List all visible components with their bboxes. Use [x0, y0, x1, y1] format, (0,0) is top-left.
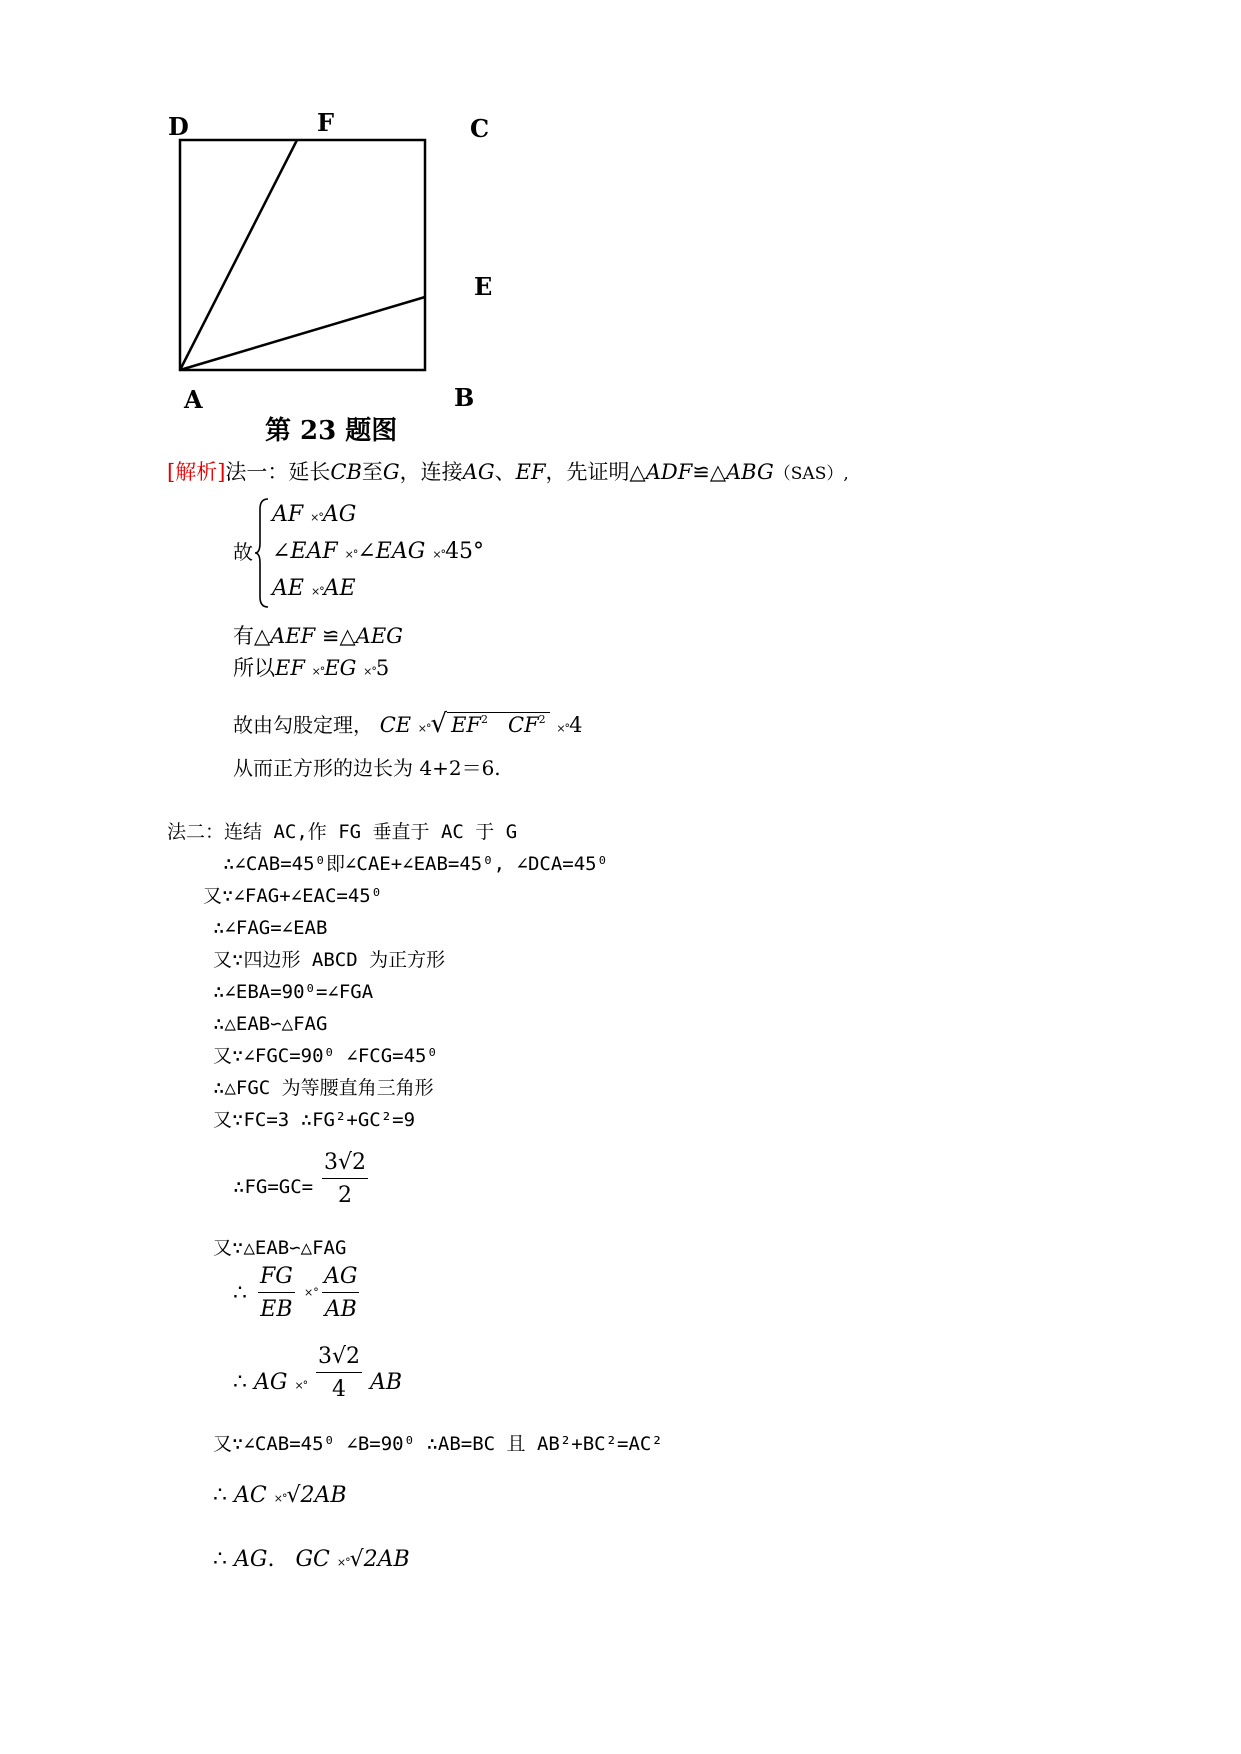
eq-glyph: ×°	[344, 548, 358, 561]
eq-glyph: ×°	[310, 511, 323, 524]
ac-left: AC	[234, 1483, 267, 1508]
intro-text-d: 、	[494, 460, 516, 484]
fraction2-denominator: 4	[332, 1377, 346, 1402]
sys2-mid: ∠EAG	[357, 539, 426, 564]
exponent-1: 2	[480, 713, 488, 726]
tri-aef: AEF	[270, 624, 316, 648]
side-length-line: 从而正方形的边长为 4+2＝6.	[233, 756, 501, 780]
figure-caption: 第 23 题图	[265, 416, 398, 446]
left-brace	[254, 497, 270, 609]
therefore-sign: ∴	[233, 1370, 247, 1395]
ce-value: 4	[569, 713, 583, 737]
m2-line-3: 又∵∠FAG+∠EAC=45⁰	[203, 885, 383, 907]
gu-label: 故	[233, 540, 253, 564]
fraction2-numerator: 3√2	[316, 1344, 362, 1373]
m2-line-2: ∴∠CAB=45⁰即∠CAE+∠EAB=45⁰, ∠DCA=45⁰	[223, 853, 609, 875]
analysis-tag: [解析]	[167, 460, 226, 484]
fraction1-numerator: 3√2	[322, 1150, 368, 1179]
m2-line-11: ∴FG=GC=	[233, 1176, 314, 1198]
eq-glyph: ×°	[311, 665, 325, 678]
seg-ce: CE	[379, 713, 412, 737]
pythagoras-text: 故由勾股定理，	[233, 713, 373, 737]
fraction-3root2-4	[316, 1344, 362, 1403]
congruent-sign: ≌△	[692, 460, 727, 484]
m2-line-5: 又∵四边形 ABCD 为正方形	[213, 949, 446, 971]
ef-value: 5	[375, 656, 390, 680]
eq-glyph: ×°	[294, 1379, 308, 1392]
system-row-2	[272, 538, 484, 569]
point-g: G	[382, 460, 400, 484]
vertex-label-f: F	[317, 108, 335, 137]
seg-cb: CB	[330, 460, 362, 484]
segment-af	[180, 140, 297, 370]
segment-ae	[180, 297, 425, 370]
ratio-numerator-fg: FG	[258, 1264, 295, 1293]
tri-abg: ABG	[726, 460, 774, 484]
eq-glyph: ×°	[336, 1556, 350, 1569]
pythagoras-line	[233, 706, 582, 743]
exponent-2: 2	[538, 713, 546, 726]
seg-ag: AG	[462, 460, 495, 484]
ratio-fg-eb	[258, 1264, 295, 1323]
sys2-left: ∠EAF	[272, 539, 338, 564]
sqrt-sign: √	[430, 709, 448, 739]
ag-gc-expression	[213, 1546, 410, 1577]
intro-text-a: 法一：延长	[225, 460, 331, 484]
intro-text-e: ，先证明△	[545, 460, 646, 484]
last-gc: GC	[295, 1547, 330, 1572]
vertex-label-b: B	[454, 383, 475, 412]
ratio-denominator-eb: EB	[260, 1297, 293, 1322]
seg-eg: EG	[324, 656, 357, 680]
eq-glyph: ×°	[556, 722, 570, 735]
eq-glyph: ×°	[363, 665, 376, 678]
m2-line-7: ∴△EAB∽△FAG	[213, 1013, 328, 1035]
m2-line-6: ∴∠EBA=90⁰=∠FGA	[213, 981, 374, 1003]
have-text: 有△	[233, 624, 271, 648]
so-text: 所以	[233, 656, 275, 680]
dot-mark: .	[267, 1547, 275, 1572]
sys2-right: 45°	[445, 539, 485, 564]
therefore-sign-2: ∴	[213, 1483, 227, 1508]
intro-text-b: 至	[361, 460, 383, 484]
eq-glyph: ×°	[310, 585, 324, 598]
ag-expression	[233, 1369, 307, 1400]
vertex-label-a: A	[184, 385, 203, 414]
sys1-left: AF	[272, 502, 304, 527]
tri-aeg: AEG	[355, 624, 403, 648]
last-ag: AG	[234, 1547, 268, 1572]
eq-glyph: ×°	[273, 1492, 287, 1505]
therefore-sign-3: ∴	[213, 1547, 227, 1572]
vertex-label-c: C	[470, 114, 490, 143]
eq-glyph: ×°	[417, 722, 431, 735]
m2-line-12: 又∵△EAB∽△FAG	[213, 1237, 347, 1259]
method1-intro	[167, 458, 849, 488]
seg-cf: CF	[508, 713, 539, 737]
sys3-right: AE	[323, 576, 356, 601]
intro-text-f: （SAS）,	[773, 464, 849, 484]
square-figure	[150, 100, 670, 400]
last-right: √2AB	[349, 1547, 410, 1572]
vertex-label-d: D	[168, 112, 189, 141]
m2-line-8: 又∵∠FGC=90⁰ ∠FCG=45⁰	[213, 1045, 438, 1067]
eq-glyph: ×°	[432, 548, 446, 561]
ratio-denominator-ab: AB	[324, 1297, 357, 1322]
square-abcd	[180, 140, 425, 370]
congruent-sign-2: ≌△	[321, 624, 356, 648]
m2-line-1: 法二：连结 AC,作 FG 垂直于 AC 于 G	[167, 821, 518, 843]
m2-line-10: 又∵FC=3 ∴FG²+GC²=9	[213, 1109, 416, 1131]
congruence-line	[233, 622, 403, 650]
vertex-label-e: E	[474, 272, 493, 301]
intro-text-c: ，连接	[399, 460, 463, 484]
seg-ef: EF	[515, 460, 546, 484]
seg-ef-3: EF	[451, 713, 481, 737]
m2-line-4: ∴∠FAG=∠EAB	[213, 917, 328, 939]
ratio-numerator-ag: AG	[322, 1264, 359, 1293]
tri-adf: ADF	[645, 460, 693, 484]
m2-line-13: 又∵∠CAB=45⁰ ∠B=90⁰ ∴AB=BC 且 AB²+BC²=AC²	[213, 1433, 663, 1455]
ag-right-ab: AB	[370, 1370, 403, 1395]
ac-right: √2AB	[286, 1483, 347, 1508]
system-row-1	[272, 501, 356, 532]
ratio-eq: ×°	[304, 1286, 319, 1299]
therefore-ratio: ∴	[233, 1281, 247, 1306]
sys3-left: AE	[272, 576, 304, 601]
m2-line-9: ∴△FGC 为等腰直角三角形	[213, 1077, 434, 1099]
system-row-3	[272, 575, 356, 606]
fraction-fg-gc	[322, 1150, 368, 1209]
fraction1-denominator: 2	[338, 1183, 352, 1208]
seg-ef-2: EF	[275, 656, 305, 680]
ag-left: AG	[254, 1370, 288, 1395]
ac-expression	[213, 1482, 347, 1513]
ef-eg-line	[233, 654, 389, 686]
sqrt-body	[447, 712, 550, 737]
ratio-ag-ab	[322, 1264, 359, 1323]
sys1-right: AG	[322, 502, 357, 527]
